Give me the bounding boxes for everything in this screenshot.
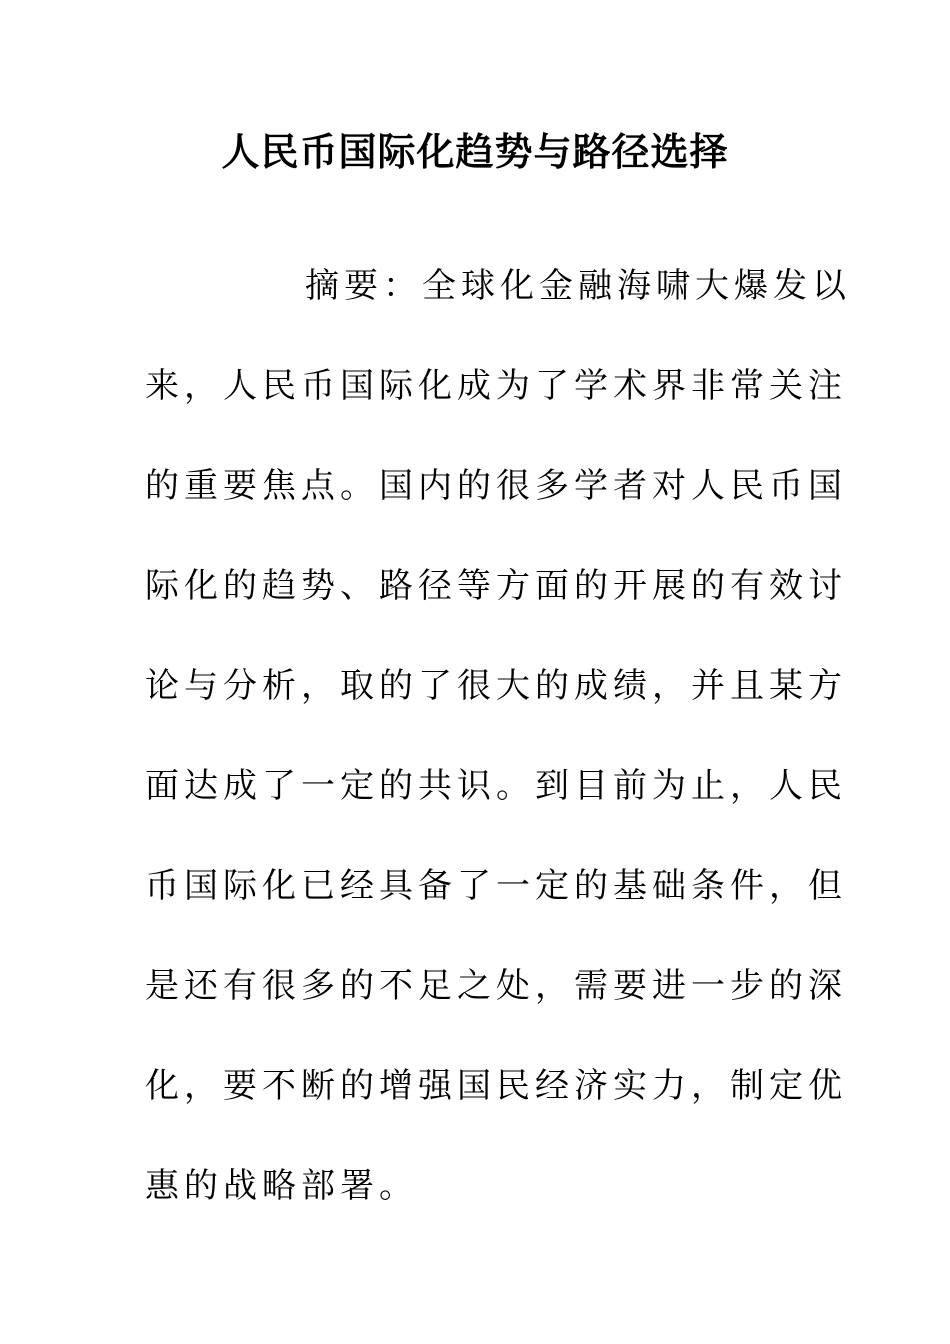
document-title: 人民币国际化趋势与路径选择 (221, 129, 729, 174)
abstract-line: 的重要焦点。国内的很多学者对人民币国 (145, 466, 847, 506)
abstract-line: 来，人民币国际化成为了学术界非常关注 (145, 366, 847, 406)
abstract-line: 币国际化已经具备了一定的基础条件，但 (145, 866, 847, 906)
abstract-line: 面达成了一定的共识。到目前为止，人民 (145, 766, 847, 806)
abstract-line: 是还有很多的不足之处，需要进一步的深 (145, 966, 847, 1006)
abstract-paragraph (145, 256, 851, 1256)
abstract-line: 惠的战略部署。 (145, 1166, 418, 1206)
abstract-line: 摘要：全球化金融海啸大爆发以 (305, 266, 851, 306)
abstract-line: 论与分析，取的了很大的成绩，并且某方 (145, 666, 847, 706)
abstract-line: 化，要不断的增强国民经济实力，制定优 (145, 1066, 847, 1106)
abstract-line: 际化的趋势、路径等方面的开展的有效讨 (145, 566, 847, 606)
